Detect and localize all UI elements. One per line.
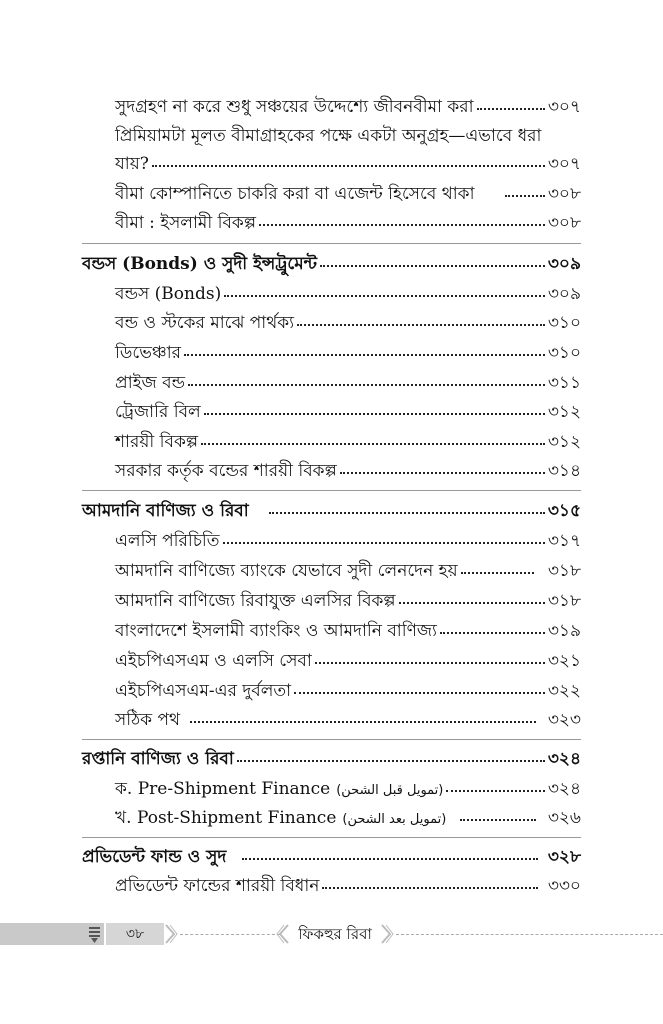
toc-entry-page: ৩২৬: [547, 808, 581, 828]
toc-entry[interactable]: [115, 875, 581, 897]
toc-entry[interactable]: [115, 312, 581, 334]
footer-dashed-line: [396, 934, 663, 935]
toc-entry-page: ৩০৭: [547, 97, 581, 117]
dot-leader: [446, 784, 544, 792]
toc-entry-title: বীমা : ইসলামী বিকল্প: [115, 213, 256, 233]
dot-leader: [320, 259, 545, 267]
toc-entry-page: ৩২৪: [547, 749, 581, 769]
toc-entry-page: ৩০৮: [547, 184, 581, 204]
toc-section-heading[interactable]: [82, 846, 581, 868]
toc-entry[interactable]: [115, 125, 581, 175]
toc-entry-title: বন্ডস (Bonds) ও সুদী ইন্সট্রুমেন্ট: [82, 254, 318, 274]
toc-entry[interactable]: [115, 680, 581, 702]
dot-leader: [259, 218, 545, 226]
toc-entry[interactable]: [115, 807, 581, 831]
toc-entry-page: ৩১০: [547, 343, 581, 363]
section-divider: [82, 490, 581, 491]
dot-leader: [223, 536, 545, 544]
toc-entry[interactable]: [115, 342, 581, 364]
dot-leader: [242, 852, 538, 860]
toc-entry-title: এলসি পরিচিতি: [115, 531, 220, 551]
toc-entry-page: ৩১৮: [547, 591, 581, 611]
section-divider: [82, 739, 581, 740]
toc-entry-page: ৩৩০: [547, 876, 581, 896]
dot-leader: [184, 348, 545, 356]
toc-entry-page: ৩২৪: [547, 779, 581, 799]
toc-entry[interactable]: [115, 460, 581, 482]
toc-section-heading[interactable]: [82, 500, 581, 522]
footer-page-number: ৩৮: [106, 923, 164, 945]
toc-entry-title: বীমা কোম্পানিতে চাকরি করা বা এজেন্ট হিসেবে থাকা: [115, 184, 475, 204]
section-divider: [82, 837, 581, 838]
toc-entry-title: বন্ড ও স্টকের মাঝে পার্থক্য: [115, 313, 295, 333]
toc-entry-page: ৩২৮: [547, 847, 581, 867]
toc-entry[interactable]: [115, 212, 581, 234]
footer-book-title: ফিকহুর রিবা: [298, 925, 372, 943]
dot-leader: [340, 466, 545, 474]
toc-entry[interactable]: [115, 590, 581, 612]
chevron-left-icon: [276, 923, 290, 945]
dot-leader: [315, 656, 545, 664]
dot-leader: [237, 754, 545, 762]
toc-entry-page: ৩১৭: [547, 531, 581, 551]
dot-leader: [461, 566, 534, 574]
toc-entry-title: প্রিমিয়ামটা মূলত বীমাগ্রাহকের পক্ষে একটা অনুগ্রহ—এভাবে ধরা: [115, 126, 542, 146]
book-ribbon-icon: [86, 923, 104, 945]
toc-entry-title: প্রাইজ বন্ড: [115, 373, 186, 393]
toc-entry[interactable]: [115, 778, 581, 802]
toc-entry-title: আমদানি বাণিজ্য ও রিবা: [82, 501, 249, 521]
dot-leader: [269, 506, 545, 514]
toc-entry-page: ৩০৯: [547, 254, 581, 274]
toc-entry-page: ৩১০: [547, 313, 581, 333]
dot-leader: [294, 686, 545, 694]
dot-leader: [152, 159, 545, 167]
arabic-term: (تمويل قبل الشحن): [336, 783, 444, 798]
dot-leader: [505, 189, 545, 197]
toc-entry-title: খ. Post-Shipment Finance: [115, 808, 337, 828]
toc-entry-page: ৩০৮: [547, 213, 581, 233]
toc-entry[interactable]: [115, 183, 581, 205]
toc-entry-title: আমদানি বাণিজ্যে ব্যাংকে যেভাবে সুদী লেনদেন হয়: [115, 561, 458, 581]
dot-leader: [188, 378, 545, 386]
toc-entry[interactable]: [115, 401, 581, 423]
footer-dashed-line: [180, 934, 280, 935]
chevron-right-icon: [164, 923, 178, 945]
dot-leader: [322, 881, 537, 889]
toc-entry-title: এইচপিএসএম ও এলসি সেবা: [115, 651, 312, 671]
toc-section-heading[interactable]: [82, 748, 581, 770]
toc-entry-title: শারয়ী বিকল্প: [115, 432, 198, 452]
section-divider: [82, 243, 581, 244]
toc-entry-page: ৩০৭: [547, 154, 581, 174]
toc-entry-page: ৩২২: [547, 681, 581, 701]
toc-entry-page: ৩১৯: [547, 621, 581, 641]
toc-entry-title: সুদগ্রহণ না করে শুধু সঞ্চয়ের উদ্দেশ্যে জীবনবীমা করা: [115, 97, 474, 117]
toc-entry-title: ট্রেজারি বিল: [115, 402, 201, 422]
dot-leader: [204, 407, 545, 415]
dot-leader: [477, 102, 545, 110]
toc-entry[interactable]: [115, 530, 581, 552]
toc-entry-page: ৩০৯: [547, 284, 581, 304]
toc-entry-page: ৩১৪: [547, 461, 581, 481]
toc-entry[interactable]: [115, 431, 581, 453]
toc-entry[interactable]: [115, 709, 581, 731]
toc-entry[interactable]: [115, 650, 581, 672]
toc-entry-title: বন্ডস (Bonds): [115, 284, 222, 304]
dot-leader: [399, 596, 545, 604]
toc-entry-page: ৩১৮: [547, 561, 581, 581]
toc-entry[interactable]: [115, 96, 581, 118]
toc-entry-page: ৩২১: [547, 651, 581, 671]
toc-entry-title: ক. Pre-Shipment Finance: [115, 779, 331, 799]
dot-leader: [297, 318, 545, 326]
toc-entry-title: সরকার কর্তৃক বন্ডের শারয়ী বিকল্প: [115, 461, 337, 481]
footer-band: [0, 923, 90, 945]
toc-entry-title: বাংলাদেশে ইসলামী ব্যাংকিং ও আমদানি বাণিজ্য: [115, 621, 437, 641]
toc-entry-title: এইচপিএসএম-এর দুর্বলতা: [115, 681, 292, 701]
toc-entry-page: ৩১৫: [547, 501, 581, 521]
toc-section-heading[interactable]: [82, 253, 581, 275]
arabic-term: (تمويل بعد الشحن): [342, 812, 447, 827]
dot-leader: [224, 289, 545, 297]
toc-entry-page: ৩১২: [547, 402, 581, 422]
toc-entry[interactable]: [115, 283, 581, 305]
toc-entry-title: প্রভিডেন্ট ফান্ড ও সুদ: [82, 847, 227, 867]
toc-entry-title: সঠিক পথ: [115, 710, 181, 730]
dot-leader: [440, 626, 545, 634]
toc-entry-title: রপ্তানি বাণিজ্য ও রিবা: [82, 749, 234, 769]
toc-entry-title-continued: যায়?: [115, 154, 149, 174]
toc-entry[interactable]: [115, 620, 581, 642]
toc-entry[interactable]: [115, 560, 581, 582]
toc-entry-title: প্রভিডেন্ট ফান্ডের শারয়ী বিধান: [115, 876, 320, 896]
page-footer: [0, 919, 663, 949]
dot-leader: [190, 715, 536, 723]
chevron-right-icon: [380, 923, 394, 945]
dot-leader: [460, 813, 536, 821]
toc-entry-title: আমদানি বাণিজ্যে রিবাযুক্ত এলসির বিকল্প: [115, 591, 396, 611]
dot-leader: [201, 437, 545, 445]
toc-entry[interactable]: [115, 372, 581, 394]
toc-entry-page: ৩১১: [547, 373, 581, 393]
toc-entry-title: ডিভেঞ্চার: [115, 343, 182, 363]
toc-entry-page: ৩২৩: [547, 710, 581, 730]
toc-entry-page: ৩১২: [547, 432, 581, 452]
